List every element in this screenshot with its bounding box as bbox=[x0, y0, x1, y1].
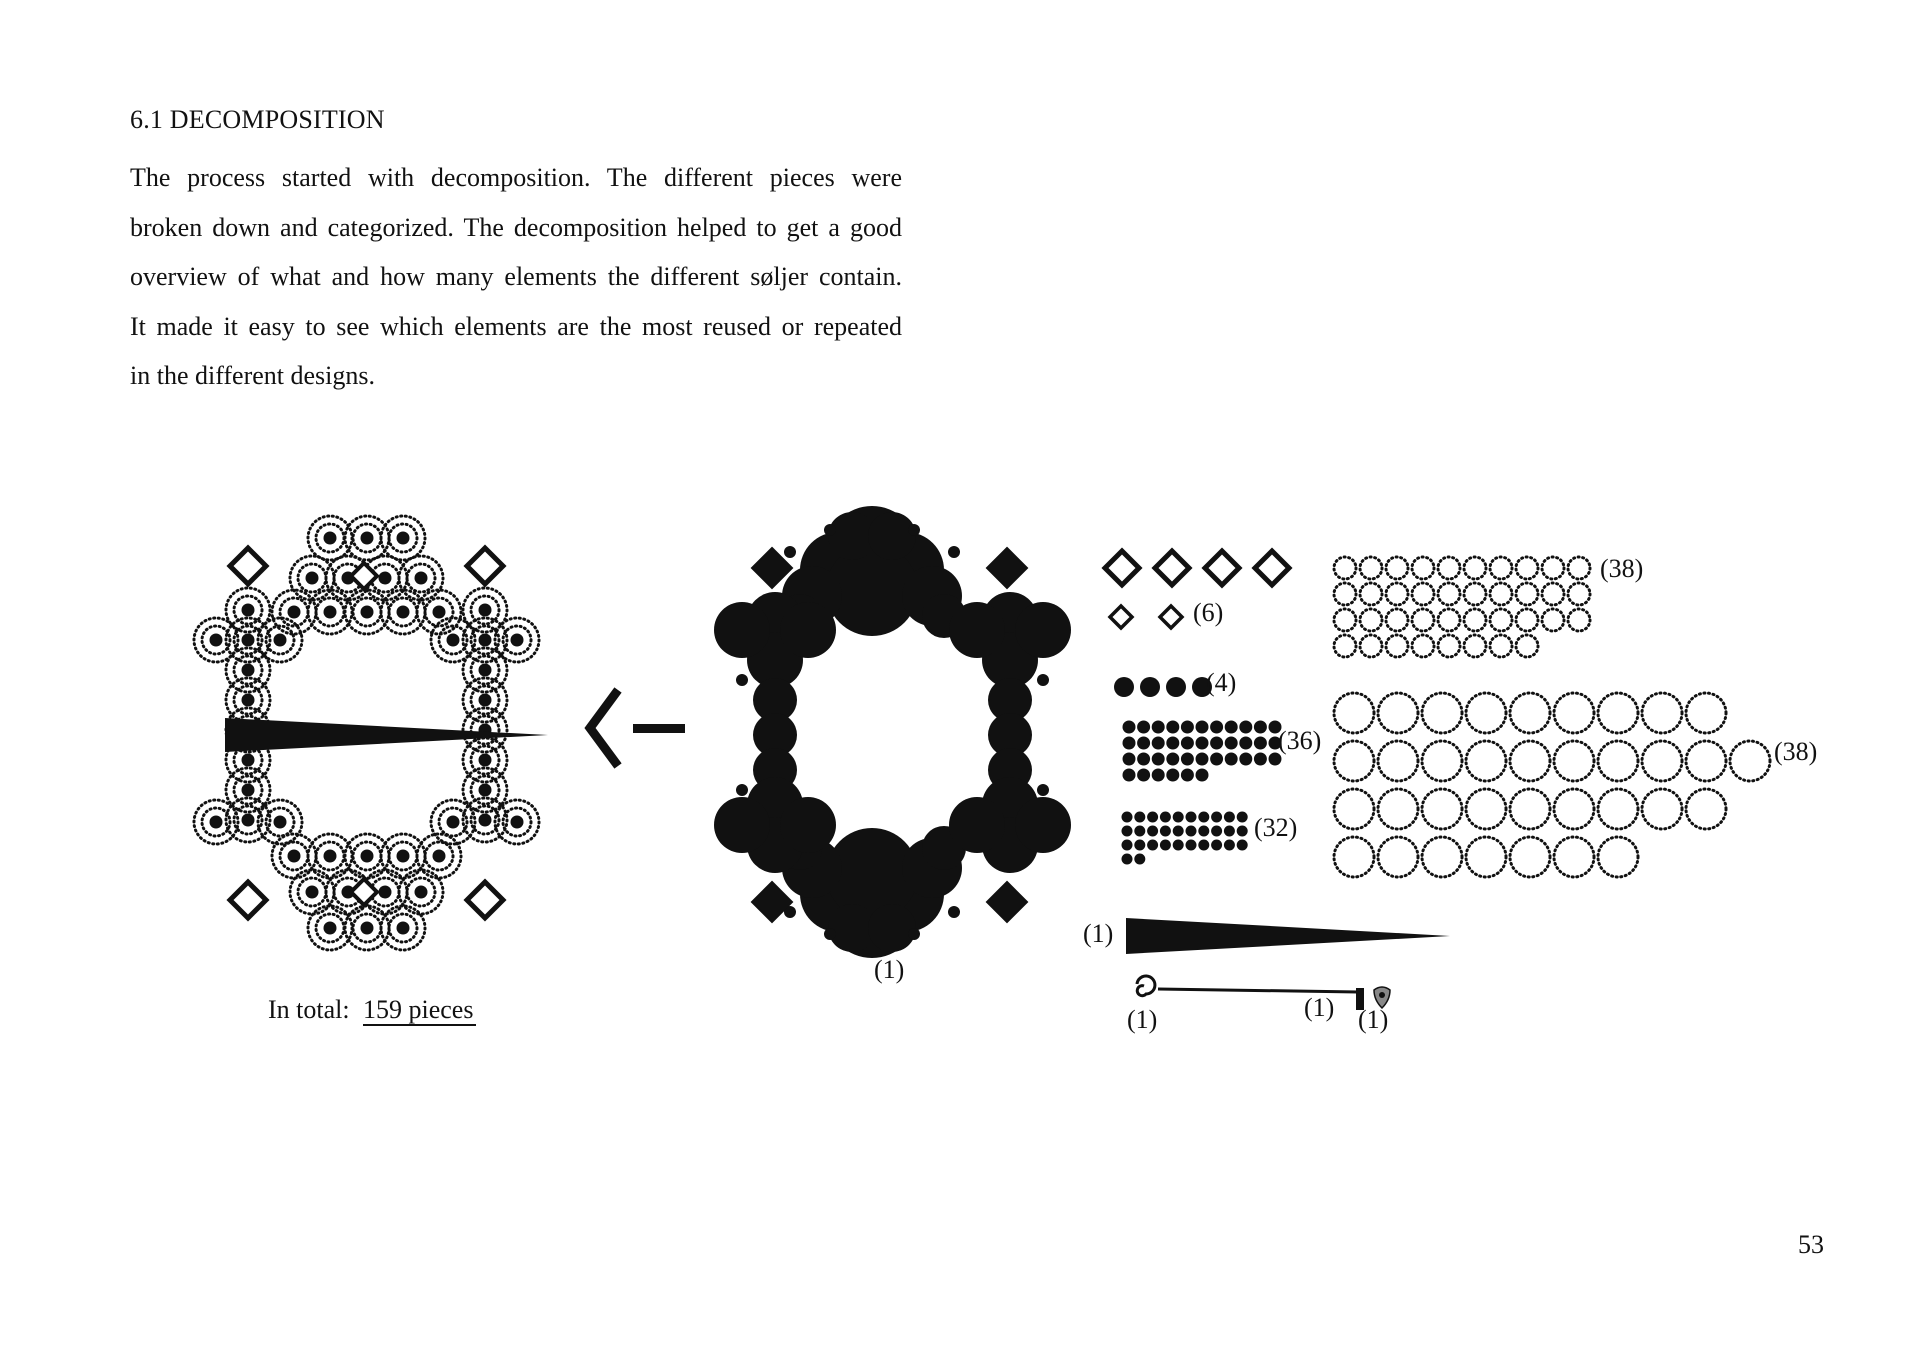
small-dot-count: (32) bbox=[1254, 813, 1298, 842]
small-dotted-ring bbox=[1464, 557, 1486, 579]
small-dot bbox=[1122, 812, 1133, 823]
small-dotted-ring bbox=[1412, 609, 1434, 631]
brooch-silhouette bbox=[714, 506, 1071, 958]
center-dot bbox=[447, 634, 460, 647]
large-dotted-ring bbox=[1466, 741, 1506, 781]
silhouette-bead bbox=[1037, 674, 1049, 686]
center-dot bbox=[306, 886, 319, 899]
large-dotted-ring bbox=[1334, 741, 1374, 781]
center-dot bbox=[397, 850, 410, 863]
small-dotted-ring bbox=[1464, 583, 1486, 605]
center-dot bbox=[397, 606, 410, 619]
medium-dot bbox=[1166, 753, 1179, 766]
center-dot bbox=[324, 532, 337, 545]
medium-dot bbox=[1254, 753, 1267, 766]
small-dot bbox=[1198, 826, 1209, 837]
small-dot bbox=[1134, 840, 1145, 851]
center-dot bbox=[242, 694, 255, 707]
small-dotted-ring bbox=[1516, 583, 1538, 605]
medium-dot bbox=[1181, 769, 1194, 782]
corner-diamond bbox=[230, 882, 266, 918]
center-dot bbox=[447, 816, 460, 829]
center-dot bbox=[433, 850, 446, 863]
small-dotted-ring bbox=[1360, 609, 1382, 631]
center-dot bbox=[415, 572, 428, 585]
small-dot bbox=[1122, 826, 1133, 837]
small-dotted-ring bbox=[1360, 583, 1382, 605]
small-dot bbox=[1173, 812, 1184, 823]
large-dotted-ring bbox=[1378, 789, 1418, 829]
silhouette-blob bbox=[868, 904, 916, 952]
center-dot bbox=[511, 816, 524, 829]
large-dotted-ring bbox=[1554, 693, 1594, 733]
brooch-composed-illustration bbox=[194, 516, 548, 950]
center-dot bbox=[433, 606, 446, 619]
small-dot bbox=[1122, 854, 1133, 865]
corner-diamond bbox=[467, 548, 503, 584]
medium-dot bbox=[1196, 753, 1209, 766]
medium-dot bbox=[1196, 721, 1209, 734]
pin-shaft bbox=[1158, 989, 1358, 992]
small-dotted-ring bbox=[1516, 635, 1538, 657]
center-dot bbox=[242, 604, 255, 617]
small-dot bbox=[1224, 840, 1235, 851]
small-dotted-ring bbox=[1386, 609, 1408, 631]
medium-dot bbox=[1181, 721, 1194, 734]
silhouette-blob bbox=[1015, 797, 1071, 853]
spiral-piece bbox=[1137, 976, 1155, 996]
large-dotted-ring bbox=[1510, 789, 1550, 829]
small-diamond bbox=[1110, 606, 1132, 628]
center-dot bbox=[242, 754, 255, 767]
center-dot bbox=[379, 886, 392, 899]
center-dot bbox=[361, 922, 374, 935]
paragraph-line: It made it easy to see which elements are the most reused or repeated bbox=[130, 311, 902, 341]
silhouette-count: (1) bbox=[874, 955, 905, 984]
small-dot bbox=[1198, 812, 1209, 823]
center-dot bbox=[397, 532, 410, 545]
center-dot bbox=[324, 922, 337, 935]
large-dot bbox=[1140, 677, 1160, 697]
silhouette-blob bbox=[1015, 602, 1071, 658]
center-dot bbox=[210, 816, 223, 829]
small-dot bbox=[1122, 840, 1133, 851]
silhouette-blob bbox=[868, 512, 916, 560]
silhouette-bead bbox=[948, 906, 960, 918]
large-dotted-ring bbox=[1378, 693, 1418, 733]
center-dot bbox=[361, 850, 374, 863]
large-dotted-ring bbox=[1686, 741, 1726, 781]
section-heading: 6.1 DECOMPOSITION bbox=[130, 105, 385, 134]
medium-dot bbox=[1152, 769, 1165, 782]
center-dot bbox=[479, 604, 492, 617]
medium-dot bbox=[1239, 737, 1252, 750]
small-dot bbox=[1237, 812, 1248, 823]
small-dotted-ring bbox=[1438, 635, 1460, 657]
large-dotted-ring bbox=[1422, 741, 1462, 781]
center-dot bbox=[324, 850, 337, 863]
center-dot bbox=[274, 816, 287, 829]
small-dot bbox=[1160, 812, 1171, 823]
large-dotted-ring bbox=[1554, 789, 1594, 829]
small-dot bbox=[1186, 840, 1197, 851]
medium-dot bbox=[1152, 721, 1165, 734]
small-dot bbox=[1173, 826, 1184, 837]
large-dotted-ring bbox=[1466, 693, 1506, 733]
large-dotted-ring bbox=[1642, 789, 1682, 829]
large-dotted-ring bbox=[1642, 693, 1682, 733]
silhouette-blob bbox=[780, 602, 836, 658]
small-dotted-ring bbox=[1490, 609, 1512, 631]
large-dotted-ring bbox=[1334, 693, 1374, 733]
medium-dot bbox=[1166, 769, 1179, 782]
large-dotted-ring bbox=[1686, 789, 1726, 829]
small-dotted-ring bbox=[1568, 583, 1590, 605]
large-diamond bbox=[1255, 551, 1289, 585]
silhouette-blob bbox=[780, 797, 836, 853]
small-dotted-ring bbox=[1360, 557, 1382, 579]
medium-dot bbox=[1225, 721, 1238, 734]
large-dotted-ring bbox=[1510, 741, 1550, 781]
small-dot bbox=[1224, 812, 1235, 823]
small-dot bbox=[1134, 826, 1145, 837]
center-dot bbox=[511, 634, 524, 647]
small-dotted-ring bbox=[1412, 557, 1434, 579]
small-dot bbox=[1211, 826, 1222, 837]
center-dot bbox=[479, 694, 492, 707]
center-dot bbox=[274, 634, 287, 647]
paragraph-line: broken down and categorized. The decomposition helped to get a good bbox=[130, 212, 902, 242]
center-dot bbox=[397, 922, 410, 935]
paragraph-line: The process started with decomposition. The different pieces were bbox=[130, 163, 902, 192]
small-dotted-ring bbox=[1412, 583, 1434, 605]
small-dot bbox=[1198, 840, 1209, 851]
left-arrow-icon bbox=[590, 690, 685, 766]
small-dot bbox=[1147, 826, 1158, 837]
center-dot bbox=[210, 634, 223, 647]
small-dot bbox=[1224, 826, 1235, 837]
small-dotted-ring bbox=[1386, 635, 1408, 657]
medium-dot-count: (36) bbox=[1278, 726, 1322, 755]
small-diamond bbox=[1160, 606, 1182, 628]
large-dotted-ring bbox=[1466, 789, 1506, 829]
silhouette-bead bbox=[908, 524, 920, 536]
large-dot-count: (4) bbox=[1206, 668, 1237, 697]
small-dotted-ring bbox=[1412, 635, 1434, 657]
large-dotted-ring bbox=[1642, 741, 1682, 781]
small-dotted-ring bbox=[1438, 583, 1460, 605]
small-dot bbox=[1160, 826, 1171, 837]
small-dotted-ring bbox=[1490, 635, 1512, 657]
large-dotted-ring bbox=[1598, 789, 1638, 829]
large-dotted-ring bbox=[1510, 693, 1550, 733]
medium-dot bbox=[1137, 737, 1150, 750]
medium-dot bbox=[1152, 737, 1165, 750]
medium-dot bbox=[1137, 753, 1150, 766]
large-dotted-ring bbox=[1730, 741, 1770, 781]
medium-dot bbox=[1239, 721, 1252, 734]
paragraph-line: overview of what and how many elements the different søljer contain. bbox=[130, 262, 902, 291]
medium-dot bbox=[1225, 737, 1238, 750]
center-dot bbox=[242, 634, 255, 647]
silhouette-bead bbox=[824, 928, 836, 940]
medium-dot bbox=[1123, 769, 1136, 782]
silhouette-bead bbox=[1037, 784, 1049, 796]
large-dotted-ring bbox=[1510, 837, 1550, 877]
medium-dot bbox=[1210, 737, 1223, 750]
page-number: 53 bbox=[1798, 1230, 1824, 1259]
center-dot bbox=[415, 886, 428, 899]
small-dotted-ring bbox=[1438, 557, 1460, 579]
small-dotted-ring bbox=[1438, 609, 1460, 631]
small-dotted-ring bbox=[1542, 609, 1564, 631]
large-dotted-ring bbox=[1334, 837, 1374, 877]
small-dotted-ring bbox=[1568, 557, 1590, 579]
small-dotted-ring bbox=[1490, 583, 1512, 605]
silhouette-diamond bbox=[987, 548, 1027, 588]
medium-dot bbox=[1123, 721, 1136, 734]
silhouette-bead bbox=[736, 784, 748, 796]
small-dotted-ring bbox=[1464, 609, 1486, 631]
small-dot bbox=[1186, 812, 1197, 823]
small-dotted-ring bbox=[1334, 583, 1356, 605]
center-dot bbox=[324, 606, 337, 619]
silhouette-bead bbox=[908, 928, 920, 940]
pin-piece bbox=[1126, 918, 1450, 954]
small-dotted-ring bbox=[1334, 557, 1356, 579]
silhouette-blob bbox=[949, 797, 1005, 853]
center-diamond bbox=[351, 879, 377, 905]
drop-center bbox=[1379, 992, 1385, 998]
paragraph-line: in the different designs. bbox=[130, 361, 376, 390]
medium-dot bbox=[1123, 737, 1136, 750]
medium-dot bbox=[1166, 721, 1179, 734]
large-diamond bbox=[1205, 551, 1239, 585]
corner-diamond bbox=[230, 548, 266, 584]
large-dotted-ring bbox=[1598, 837, 1638, 877]
center-dot bbox=[288, 606, 301, 619]
diamond-count: (6) bbox=[1193, 598, 1224, 627]
large-dotted-ring bbox=[1378, 837, 1418, 877]
large-dotted-ring bbox=[1554, 741, 1594, 781]
small-dotted-ring bbox=[1334, 609, 1356, 631]
small-dotted-ring bbox=[1386, 583, 1408, 605]
large-dotted-ring bbox=[1598, 741, 1638, 781]
small-dot bbox=[1186, 826, 1197, 837]
total-label: In total: bbox=[268, 995, 350, 1024]
pin-count: (1) bbox=[1083, 919, 1114, 948]
large-dot bbox=[1114, 677, 1134, 697]
medium-dot bbox=[1254, 737, 1267, 750]
medium-dot bbox=[1181, 753, 1194, 766]
small-dotted-ring bbox=[1334, 635, 1356, 657]
silhouette-blob bbox=[949, 602, 1005, 658]
center-dot bbox=[242, 814, 255, 827]
medium-dot bbox=[1210, 721, 1223, 734]
spiral-count: (1) bbox=[1127, 1005, 1158, 1034]
silhouette-blob bbox=[714, 602, 770, 658]
large-diamond bbox=[1105, 551, 1139, 585]
small-dot bbox=[1134, 812, 1145, 823]
large-dotted-ring bbox=[1554, 837, 1594, 877]
medium-dot bbox=[1137, 721, 1150, 734]
medium-dot bbox=[1152, 753, 1165, 766]
small-dot bbox=[1147, 812, 1158, 823]
medium-dot bbox=[1181, 737, 1194, 750]
small-dotted-ring bbox=[1516, 609, 1538, 631]
large-dotted-ring bbox=[1378, 741, 1418, 781]
small-dotted-ring bbox=[1568, 609, 1590, 631]
small-dot bbox=[1211, 840, 1222, 851]
medium-dot bbox=[1254, 721, 1267, 734]
small-dot bbox=[1147, 840, 1158, 851]
large-dotted-ring bbox=[1422, 693, 1462, 733]
medium-dot bbox=[1196, 769, 1209, 782]
small-dot bbox=[1237, 826, 1248, 837]
total-value: 159 pieces bbox=[363, 995, 474, 1024]
small-dotted-ring bbox=[1360, 635, 1382, 657]
drop-count: (1) bbox=[1358, 1005, 1389, 1034]
silhouette-bead bbox=[824, 524, 836, 536]
medium-dot bbox=[1239, 753, 1252, 766]
center-dot bbox=[361, 532, 374, 545]
silhouette-diamond bbox=[987, 882, 1027, 922]
medium-dot bbox=[1196, 737, 1209, 750]
center-dot bbox=[242, 664, 255, 677]
large-dotted-ring bbox=[1598, 693, 1638, 733]
small-dotted-ring bbox=[1516, 557, 1538, 579]
corner-diamond bbox=[467, 882, 503, 918]
small-ring-count: (38) bbox=[1600, 554, 1644, 583]
large-dotted-ring bbox=[1422, 837, 1462, 877]
silhouette-blob bbox=[714, 797, 770, 853]
small-dotted-ring bbox=[1464, 635, 1486, 657]
small-dot bbox=[1237, 840, 1248, 851]
large-ring-count: (38) bbox=[1774, 737, 1818, 766]
silhouette-bead bbox=[948, 546, 960, 558]
small-dotted-ring bbox=[1490, 557, 1512, 579]
medium-dot bbox=[1225, 753, 1238, 766]
total-underline bbox=[363, 1024, 476, 1026]
center-dot bbox=[479, 784, 492, 797]
center-dot bbox=[379, 572, 392, 585]
large-dotted-ring bbox=[1334, 789, 1374, 829]
small-dot bbox=[1173, 840, 1184, 851]
small-dotted-ring bbox=[1542, 557, 1564, 579]
center-dot bbox=[479, 634, 492, 647]
large-dotted-ring bbox=[1686, 693, 1726, 733]
large-diamond bbox=[1155, 551, 1189, 585]
center-dot bbox=[361, 606, 374, 619]
small-dotted-ring bbox=[1542, 583, 1564, 605]
medium-dot bbox=[1123, 753, 1136, 766]
medium-dot bbox=[1210, 753, 1223, 766]
center-dot bbox=[479, 754, 492, 767]
medium-dot bbox=[1166, 737, 1179, 750]
large-dotted-ring bbox=[1466, 837, 1506, 877]
small-dot bbox=[1211, 812, 1222, 823]
silhouette-bead bbox=[784, 546, 796, 558]
center-dot bbox=[288, 850, 301, 863]
center-dot bbox=[306, 572, 319, 585]
large-dot bbox=[1166, 677, 1186, 697]
center-dot bbox=[479, 814, 492, 827]
center-dot bbox=[479, 664, 492, 677]
large-dotted-ring bbox=[1422, 789, 1462, 829]
silhouette-bead bbox=[736, 674, 748, 686]
center-dot bbox=[242, 784, 255, 797]
small-dotted-ring bbox=[1386, 557, 1408, 579]
small-dot bbox=[1160, 840, 1171, 851]
small-dot bbox=[1134, 854, 1145, 865]
bar-count: (1) bbox=[1304, 993, 1335, 1022]
medium-dot bbox=[1137, 769, 1150, 782]
